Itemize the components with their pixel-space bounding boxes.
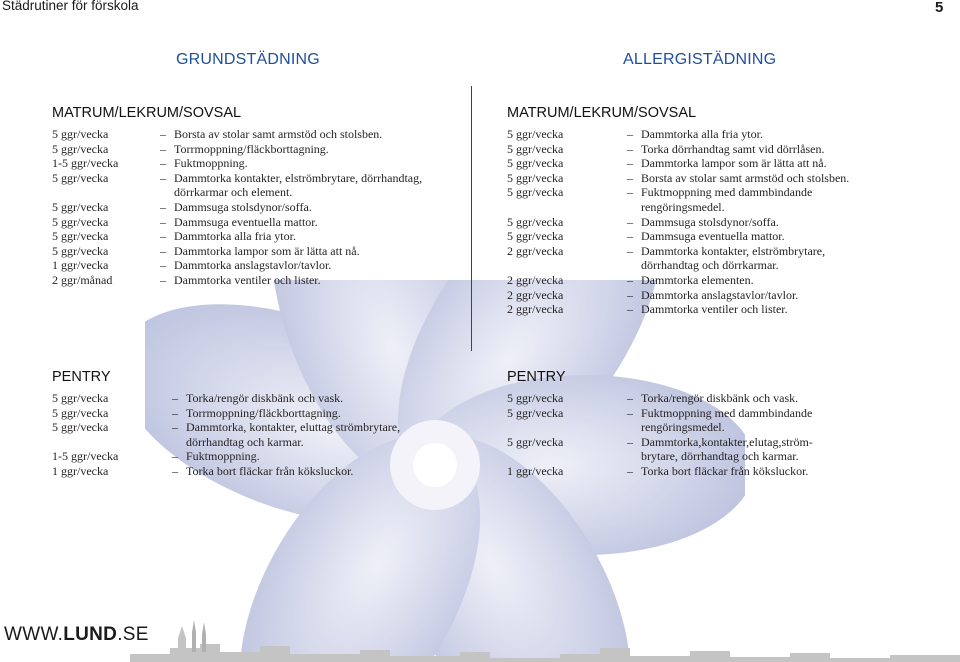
- task-description: Torrmoppning/fläckborttagning.: [186, 405, 341, 420]
- task-description: Dammsuga eventuella mattor.: [174, 214, 318, 229]
- task-frequency: 5 ggr/vecka: [507, 156, 564, 171]
- dash-bullet: –: [627, 302, 633, 317]
- task-frequency: 5 ggr/vecka: [507, 214, 564, 229]
- task-frequency: 5 ggr/vecka: [52, 391, 109, 405]
- dash-bullet: –: [160, 199, 166, 214]
- section-title: MATRUM/LEKRUM/SOVSAL: [52, 105, 242, 121]
- task-row: [507, 142, 852, 157]
- task-frequency: 1 ggr/vecka: [507, 463, 564, 478]
- task-frequency: 5 ggr/vecka: [507, 185, 564, 200]
- task-row: [507, 215, 852, 230]
- task-row: [52, 229, 432, 244]
- task-description: Torka bort fläckar från köksluckor.: [186, 463, 354, 478]
- task-description: Dammtorka alla fria ytor.: [641, 127, 763, 141]
- column-divider: [471, 86, 472, 351]
- dash-bullet: –: [160, 170, 166, 185]
- dash-bullet: –: [627, 272, 633, 287]
- left-matrum-section: [52, 104, 432, 288]
- right-pentry-section: [507, 368, 837, 479]
- task-row: [507, 435, 837, 464]
- section-title: PENTRY: [52, 369, 111, 385]
- task-frequency: 5 ggr/vecka: [507, 127, 564, 141]
- task-frequency: 2 ggr/månad: [52, 272, 113, 287]
- dash-bullet: –: [172, 405, 178, 420]
- task-row: [507, 391, 837, 406]
- task-frequency: 5 ggr/vecka: [507, 391, 564, 405]
- task-frequency: 2 ggr/vecka: [507, 243, 564, 258]
- task-row: [52, 449, 432, 464]
- task-description: Borsta av stolar samt armstöd och stolsben.: [174, 127, 383, 141]
- lund-website-logo[interactable]: WWW.LUND.SE: [4, 624, 149, 645]
- task-frequency: 5 ggr/vecka: [52, 141, 109, 156]
- dash-bullet: –: [627, 405, 633, 420]
- task-description: Dammtorka kontakter, elströmbrytare, dörrhandtag och dörrkarmar.: [641, 243, 826, 273]
- task-description: Borsta av stolar samt armstöd och stolsben.: [641, 170, 850, 185]
- task-description: Fuktmoppning.: [186, 449, 260, 464]
- task-description: Fuktmoppning med dammbindande rengöringsmedel.: [641, 185, 813, 214]
- task-description: Fuktmoppning med dammbindande rengöringsmedel.: [641, 405, 813, 435]
- task-description: Fuktmoppning.: [174, 156, 248, 171]
- task-row: [507, 171, 852, 186]
- task-description: Dammtorka anslagstavlor/tavlor.: [174, 258, 332, 273]
- dash-bullet: –: [627, 243, 633, 258]
- task-frequency: 1-5 ggr/vecka: [52, 449, 119, 464]
- task-description: Torka bort fläckar från köksluckor.: [641, 463, 809, 478]
- allergistadning-heading: ALLERGISTÄDNING: [623, 51, 777, 68]
- task-frequency: 5 ggr/vecka: [52, 127, 109, 141]
- task-row: [52, 127, 432, 142]
- dash-bullet: –: [627, 229, 633, 244]
- lund-skyline-illustration: [130, 618, 960, 662]
- dash-bullet: –: [160, 214, 166, 229]
- task-description: Dammsuga stolsdynor/soffa.: [174, 199, 312, 214]
- dash-bullet: –: [160, 127, 166, 141]
- task-description: Dammtorka lampor som är lätta att nå.: [174, 243, 360, 258]
- task-frequency: 1-5 ggr/vecka: [52, 156, 119, 171]
- task-row: [507, 302, 852, 317]
- task-row: [507, 185, 852, 214]
- task-row: [507, 406, 837, 435]
- task-description: Torka dörrhandtag samt vid dörrlåsen.: [641, 141, 825, 156]
- task-description: Torka/rengör diskbänk och vask.: [641, 391, 799, 405]
- task-frequency: 5 ggr/vecka: [52, 229, 109, 244]
- dash-bullet: –: [627, 156, 633, 171]
- task-frequency: 2 ggr/vecka: [507, 302, 564, 317]
- task-description: Dammtorka alla fria ytor.: [174, 229, 296, 244]
- task-description: Torka/rengör diskbänk och vask.: [186, 391, 344, 405]
- section-title: MATRUM/LEKRUM/SOVSAL: [507, 105, 697, 121]
- task-frequency: 5 ggr/vecka: [507, 229, 564, 244]
- task-row: [507, 156, 852, 171]
- task-description: Dammtorka ventiler och lister.: [174, 272, 321, 287]
- task-row: [52, 420, 432, 449]
- dash-bullet: –: [172, 463, 178, 478]
- right-matrum-section: [507, 104, 852, 317]
- task-row: [52, 258, 432, 273]
- task-frequency: 5 ggr/vecka: [507, 434, 564, 449]
- dash-bullet: –: [627, 391, 633, 405]
- task-description: Dammtorka anslagstavlor/tavlor.: [641, 287, 799, 302]
- task-description: Torrmoppning/fläckborttagning.: [174, 141, 329, 156]
- task-frequency: 5 ggr/vecka: [507, 405, 564, 420]
- dash-bullet: –: [627, 185, 633, 200]
- dash-bullet: –: [627, 127, 633, 141]
- dash-bullet: –: [160, 141, 166, 156]
- task-frequency: 5 ggr/vecka: [507, 170, 564, 185]
- task-description: Dammtorka kontakter, elströmbrytare, dörrhandtag, dörrkarmar och element.: [174, 170, 423, 200]
- task-row: [507, 273, 852, 288]
- task-row: [507, 127, 852, 142]
- document-title: Städrutiner för förskola: [2, 0, 139, 13]
- dash-bullet: –: [160, 258, 166, 273]
- task-frequency: 1 ggr/vecka: [52, 463, 109, 478]
- dash-bullet: –: [160, 272, 166, 287]
- page-number: 5: [935, 0, 944, 16]
- dash-bullet: –: [172, 420, 178, 435]
- task-row: [52, 200, 432, 215]
- dash-bullet: –: [627, 463, 633, 478]
- task-description: Dammtorka ventiler och lister.: [641, 302, 788, 317]
- task-row: [52, 391, 432, 406]
- dash-bullet: –: [160, 243, 166, 258]
- dash-bullet: –: [627, 141, 633, 156]
- dash-bullet: –: [160, 156, 166, 171]
- task-row: [507, 464, 837, 479]
- dash-bullet: –: [627, 434, 633, 449]
- left-pentry-section: [52, 368, 432, 479]
- task-frequency: 5 ggr/vecka: [52, 243, 109, 258]
- task-description: Dammtorka,kontakter,elutag,ström-brytare, dörrhandtag och karmar.: [641, 434, 813, 464]
- grundstadning-heading: GRUNDSTÄDNING: [176, 51, 320, 68]
- task-frequency: 2 ggr/vecka: [507, 287, 564, 302]
- task-frequency: 5 ggr/vecka: [52, 170, 109, 185]
- dash-bullet: –: [172, 449, 178, 464]
- task-row: [52, 171, 432, 200]
- section-title: PENTRY: [507, 369, 566, 385]
- dash-bullet: –: [160, 229, 166, 244]
- dash-bullet: –: [627, 214, 633, 229]
- task-description: Dammtorka, kontakter, eluttag strömbrytare, dörrhandtag och karmar.: [186, 420, 401, 449]
- task-frequency: 5 ggr/vecka: [52, 214, 109, 229]
- task-frequency: 5 ggr/vecka: [52, 420, 109, 435]
- task-frequency: 2 ggr/vecka: [507, 272, 564, 287]
- task-row: [52, 156, 432, 171]
- task-row: [507, 229, 852, 244]
- task-row: [52, 406, 432, 421]
- dash-bullet: –: [172, 391, 178, 405]
- task-row: [52, 244, 432, 259]
- dash-bullet: –: [627, 170, 633, 185]
- task-row: [52, 215, 432, 230]
- page-header: [0, 0, 960, 18]
- task-row: [507, 288, 852, 303]
- task-description: Dammtorka elementen.: [641, 272, 754, 287]
- task-frequency: 5 ggr/vecka: [52, 199, 109, 214]
- task-description: Dammtorka lampor som är lätta att nå.: [641, 156, 827, 171]
- task-row: [52, 273, 432, 288]
- dash-bullet: –: [627, 287, 633, 302]
- task-row: [52, 464, 432, 479]
- task-frequency: 5 ggr/vecka: [507, 141, 564, 156]
- task-description: Dammsuga stolsdynor/soffa.: [641, 214, 779, 229]
- task-frequency: 1 ggr/vecka: [52, 258, 109, 273]
- task-row: [52, 142, 432, 157]
- task-frequency: 5 ggr/vecka: [52, 405, 109, 420]
- task-description: Dammsuga eventuella mattor.: [641, 229, 785, 244]
- task-row: [507, 244, 852, 273]
